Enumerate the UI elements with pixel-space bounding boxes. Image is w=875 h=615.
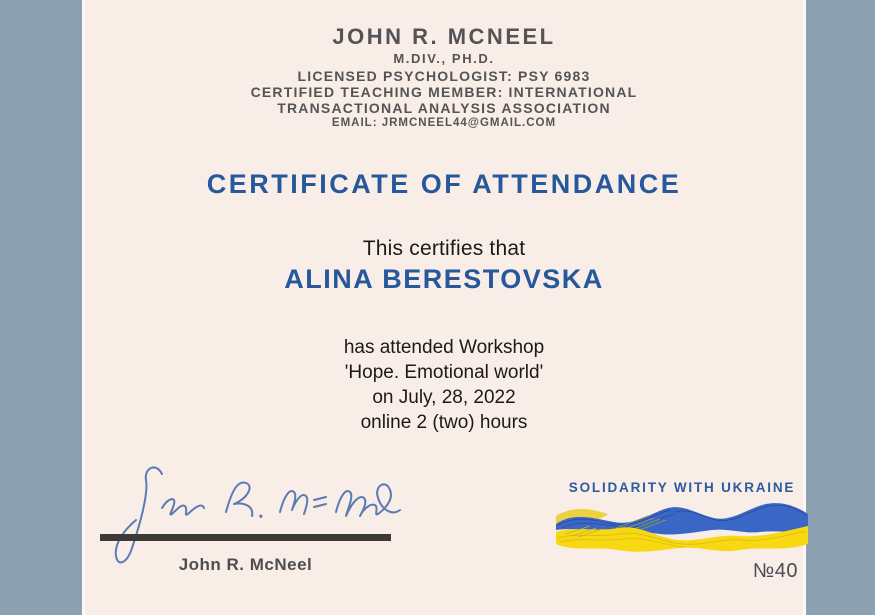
issuer-membership-line2: TRANSACTIONAL ANALYSIS ASSOCIATION — [277, 100, 611, 116]
issuer-degrees: M.DIV., PH.D. — [393, 51, 495, 66]
solidarity-text: SOLIDARITY WITH UKRAINE — [568, 480, 796, 495]
issuer-membership-line1: CERTIFIED TEACHING MEMBER: INTERNATIONAL — [250, 84, 638, 100]
attendance-details — [85, 335, 803, 435]
certifies-intro-text: This certifies that — [362, 237, 526, 260]
certificate-paper — [82, 0, 806, 615]
attendance-details-line3: on July, 28, 2022 — [372, 387, 516, 408]
issuer-email: EMAIL: JRMCNEEL44@GMAIL.COM — [331, 117, 557, 129]
signer-printed-name: John R. McNeel — [178, 555, 313, 574]
attendance-details-line1: has attended Workshop — [343, 337, 545, 358]
attendance-details-line2: 'Hope. Emotional world' — [344, 362, 544, 383]
issuer-name: JOHN R. MCNEEL — [332, 24, 556, 49]
attendance-details-line4: online 2 (two) hours — [360, 412, 528, 433]
issuer-license: LICENSED PSYCHOLOGIST: PSY 6983 — [297, 68, 591, 84]
signature-line — [100, 534, 391, 541]
certificate-title: CERTIFICATE OF ATTENDANCE — [206, 169, 682, 199]
certificate-number: №40 — [752, 560, 798, 582]
ukraine-flag-waves-icon — [556, 498, 808, 554]
recipient-name: ALINA BERESTOVSKA — [284, 264, 604, 294]
